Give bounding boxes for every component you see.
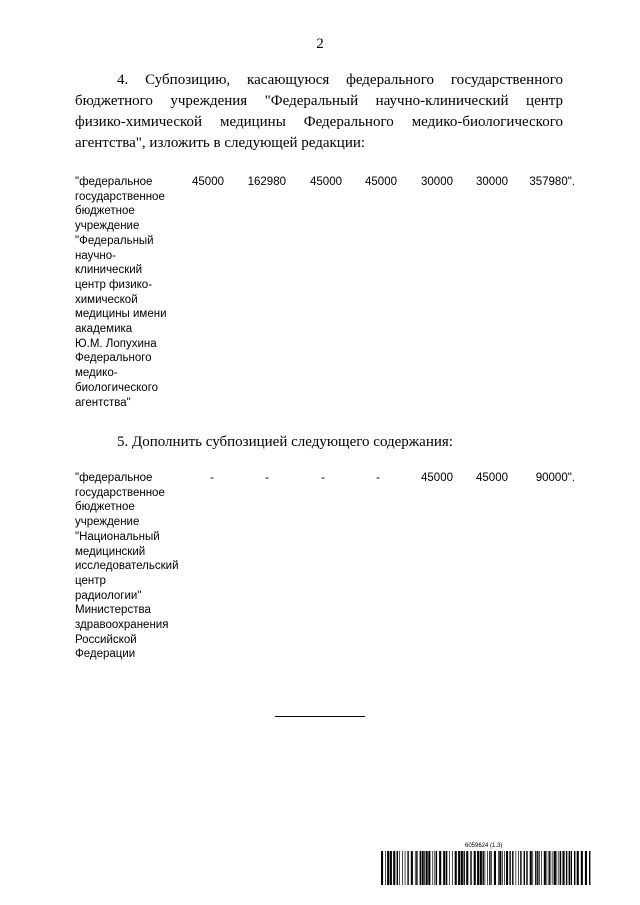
table-cell: 45000 [192, 176, 224, 188]
name-line: химической [75, 293, 138, 306]
name-line: центр физико- [75, 278, 153, 291]
barcode-icon [381, 851, 591, 885]
name-line: академика [75, 323, 133, 336]
name-line: "федеральное [75, 176, 153, 188]
item-4-line: 4. Субпозицию, касающуюся федерального государственного [117, 72, 563, 88]
name-line: Федерального [75, 352, 152, 365]
name-line: исследовательский [75, 560, 179, 573]
table-cell: - [210, 472, 214, 484]
item-4-paragraph [75, 70, 563, 154]
name-line: Российской [75, 633, 137, 646]
table-cell: - [265, 472, 269, 484]
name-line: медицины имени [75, 308, 167, 321]
name-line: центр [75, 574, 106, 587]
name-line: бюджетное [75, 501, 135, 514]
name-line: научно- [75, 249, 116, 262]
table-cell: 30000 [421, 176, 453, 188]
name-line: медицинский [75, 545, 146, 558]
item-4-line: бюджетного учреждения "Федеральный научно-клинический центр [75, 93, 563, 109]
page-number: 2 [316, 36, 324, 52]
name-line: здравоохранения [75, 619, 169, 632]
item-5-paragraph [75, 432, 563, 453]
name-line: "Национальный [75, 530, 160, 543]
name-line: Федерации [75, 648, 136, 661]
table-cell: - [376, 472, 380, 484]
document-code: 6059624 (1.3) [465, 843, 503, 849]
institution-name [75, 175, 185, 410]
name-line: государственное [75, 486, 165, 499]
name-line: учреждение [75, 220, 140, 233]
item-5-line: 5. Дополнить субпозицией следующего содержания: [117, 434, 453, 450]
name-line: радиологии" [75, 589, 142, 602]
table-cell: 357980". [529, 176, 575, 188]
name-line: учреждение [75, 516, 140, 529]
name-line: "Федеральный [75, 234, 154, 247]
name-line: Ю.М. Лопухина [75, 337, 157, 350]
table-cell: - [321, 472, 325, 484]
name-line: клинический [75, 264, 143, 277]
name-line: агентства" [75, 396, 131, 409]
table-cell: 45000 [476, 472, 508, 484]
table-cell: 162980 [247, 176, 286, 188]
item-4-line: физико-химической медицины Федерального медико-биологического [75, 114, 563, 130]
name-line: медико- [75, 367, 118, 380]
table-cell: 45000 [421, 472, 453, 484]
table-cell: 45000 [310, 176, 342, 188]
table-cell: 45000 [365, 176, 397, 188]
separator-line [275, 716, 365, 717]
name-line: биологического [75, 381, 159, 394]
item-4-line: агентства", изложить в следующей редакции: [75, 135, 366, 151]
name-line: "федеральное [75, 472, 153, 484]
table-cell: 90000". [535, 472, 575, 484]
institution-name [75, 471, 185, 662]
table-cell: 30000 [476, 176, 508, 188]
name-line: бюджетное [75, 205, 135, 218]
name-line: государственное [75, 190, 165, 203]
name-line: Министерства [75, 604, 151, 617]
